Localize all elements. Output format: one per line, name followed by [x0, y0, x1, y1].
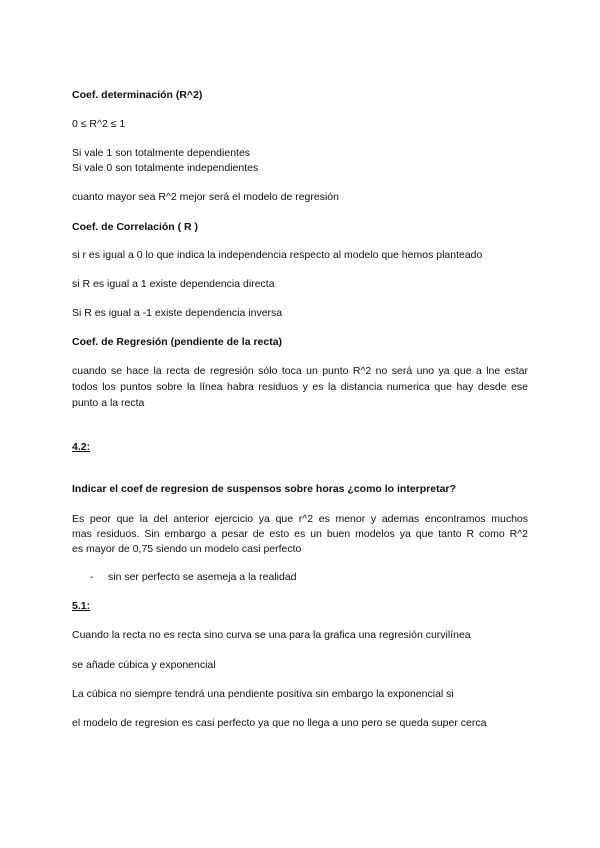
r-zero-text: si r es igual a 0 lo que indica la independencia respecto al modelo que hemos planteado [72, 249, 483, 261]
curve-line-3: La cúbica no siempre tendrá una pendiente positiva sin embargo la exponencial si [72, 688, 454, 700]
section-5-1-heading: 5.1: [72, 600, 91, 612]
r2-value-one: Si vale 1 son totalmente dependientes [72, 147, 251, 159]
answer-line-1: Es peor que la del anterior ejercicio ya que r^2 es menor y ademas encontramos muchos [72, 513, 528, 525]
bullet-item: sin ser perfecto se asemeja a la realidad [108, 571, 297, 583]
heading-coef-regresion: Coef. de Regresión (pendiente de la recta) [72, 336, 283, 348]
bullet-dash: - [90, 571, 94, 583]
r2-value-zero: Si vale 0 son totalmente independientes [72, 162, 259, 174]
regression-paragraph-line-2: todos los puntos sobre la línea habra residuos y es la distancia numerica que hay desde ese [72, 381, 528, 393]
question-heading: Indicar el coef de regresion de suspensos sobre horas ¿como lo interpretar? [72, 483, 456, 495]
answer-line-3: es mayor de 0,75 siendo un modelo casi perfecto [72, 543, 302, 555]
curve-line-2: se añade cúbica y exponencial [72, 659, 216, 671]
regression-paragraph-line-3: punto a la recta [72, 397, 145, 409]
curve-line-4: el modelo de regresion es casi perfecto ya que no llega a uno pero se queda super cerca [72, 717, 487, 729]
regression-paragraph-line-1: cuando se hace la recta de regresión sólo toca un punto R^2 no será uno ya que a lne estar [72, 365, 528, 377]
r2-note: cuanto mayor sea R^2 mejor será el modelo de regresión [72, 191, 339, 203]
heading-coef-correlacion: Coef. de Correlación ( R ) [72, 221, 199, 233]
answer-line-2: mas residuos. Sin embargo a pesar de esto es un buen modelos ya que tanto R como R^2 [72, 528, 528, 540]
curve-line-1: Cuando la recta no es recta sino curva se una para la grafica una regresión curvilínea [72, 629, 471, 641]
heading-coef-determinacion: Coef. determinación (R^2) [72, 89, 203, 101]
r-one-text: si R es igual a 1 existe dependencia directa [72, 278, 275, 290]
section-4-2-heading: 4.2: [72, 441, 91, 453]
r-minus-one-text: Si R es igual a -1 existe dependencia inversa [72, 307, 283, 319]
r2-range: 0 ≤ R^2 ≤ 1 [72, 118, 126, 130]
